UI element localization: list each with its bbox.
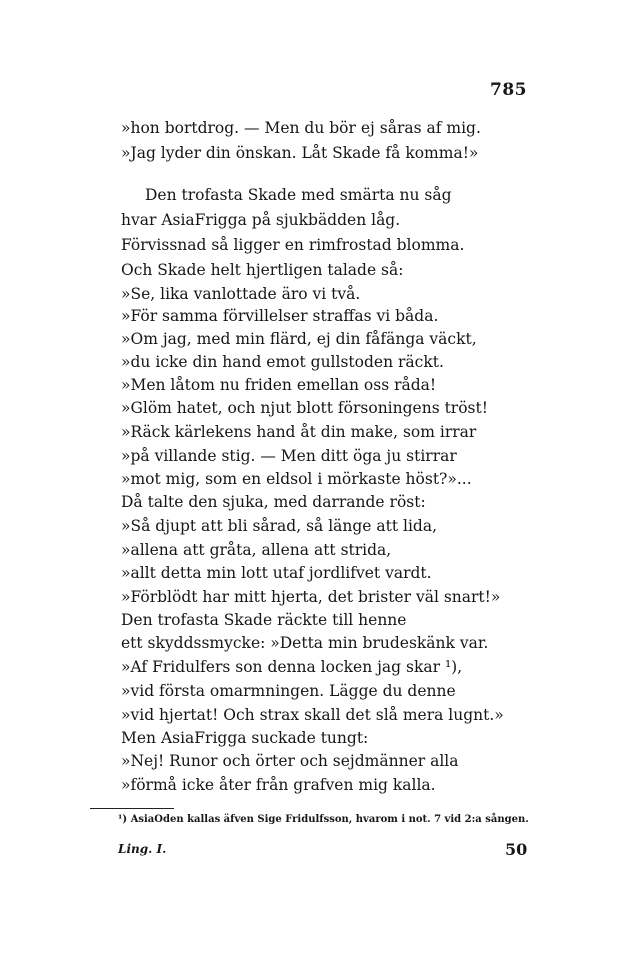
page-number: 785 bbox=[490, 80, 527, 100]
verse-line: »vid första omarmningen. Lägge du denne bbox=[121, 682, 456, 700]
verse-line: »För samma förvillelser straffas vi båda. bbox=[121, 307, 439, 325]
verse-line: ett skyddssmycke: »Detta min brudeskänk var. bbox=[121, 634, 489, 652]
verse-line: hvar AsiaFrigga på sjukbädden låg. bbox=[121, 211, 401, 229]
verse-line: »Se, lika vanlottade äro vi två. bbox=[121, 285, 361, 303]
verse-line: »Om jag, med min flärd, ej din fåfänga väckt, bbox=[121, 330, 477, 348]
verse-line: Då talte den sjuka, med darrande röst: bbox=[121, 493, 426, 511]
verse-line: »förmå icke åter från grafven mig kalla. bbox=[121, 776, 436, 794]
verse-line: »allt detta min lott utaf jordlifvet vardt. bbox=[121, 564, 432, 582]
verse-line: »Men låtom nu friden emellan oss råda! bbox=[121, 376, 437, 394]
verse-line: »vid hjertat! Och strax skall det slå mera lugnt.» bbox=[121, 706, 504, 724]
verse-line: »hon bortdrog. — Men du bör ej såras af mig. bbox=[121, 119, 481, 137]
verse-line: Förvissnad så ligger en rimfrostad blomma. bbox=[121, 236, 465, 254]
verse-line: »Så djupt att bli sårad, så länge att lida, bbox=[121, 517, 438, 535]
verse-line: Den trofasta Skade med smärta nu såg bbox=[145, 186, 452, 204]
sheet-number: 50 bbox=[505, 840, 528, 859]
verse-line: »Nej! Runor och örter och sejdmänner alla bbox=[121, 752, 459, 770]
verse-line: »allena att gråta, allena att strida, bbox=[121, 541, 392, 559]
verse-line: »Jag lyder din önskan. Låt Skade få komma!» bbox=[121, 144, 479, 162]
verse-line: »mot mig, som en eldsol i mörkaste höst?»... bbox=[121, 470, 472, 488]
footnote-divider bbox=[90, 808, 174, 809]
verse-line: Den trofasta Skade räckte till henne bbox=[121, 611, 407, 629]
verse-line: Men AsiaFrigga suckade tungt: bbox=[121, 729, 369, 747]
verse-line: »Glöm hatet, och njut blott försoningens tröst! bbox=[121, 399, 488, 417]
verse-line: »Räck kärlekens hand åt din make, som irrar bbox=[121, 423, 477, 441]
verse-line: »du icke din hand emot gullstoden räckt. bbox=[121, 353, 444, 371]
verse-line: »på villande stig. — Men ditt öga ju stirrar bbox=[121, 447, 457, 465]
verse-line: »Förblödt har mitt hjerta, det brister väl snart!» bbox=[121, 588, 501, 606]
signature-mark: Ling. I. bbox=[118, 842, 167, 856]
footnote: ¹) AsiaOden kallas äfven Sige Fridulfsson, hvarom i not. 7 vid 2:a sången. bbox=[118, 814, 529, 825]
verse-line: »Af Fridulfers son denna locken jag skar ¹), bbox=[121, 658, 463, 676]
verse-line: Och Skade helt hjertligen talade så: bbox=[121, 261, 404, 279]
